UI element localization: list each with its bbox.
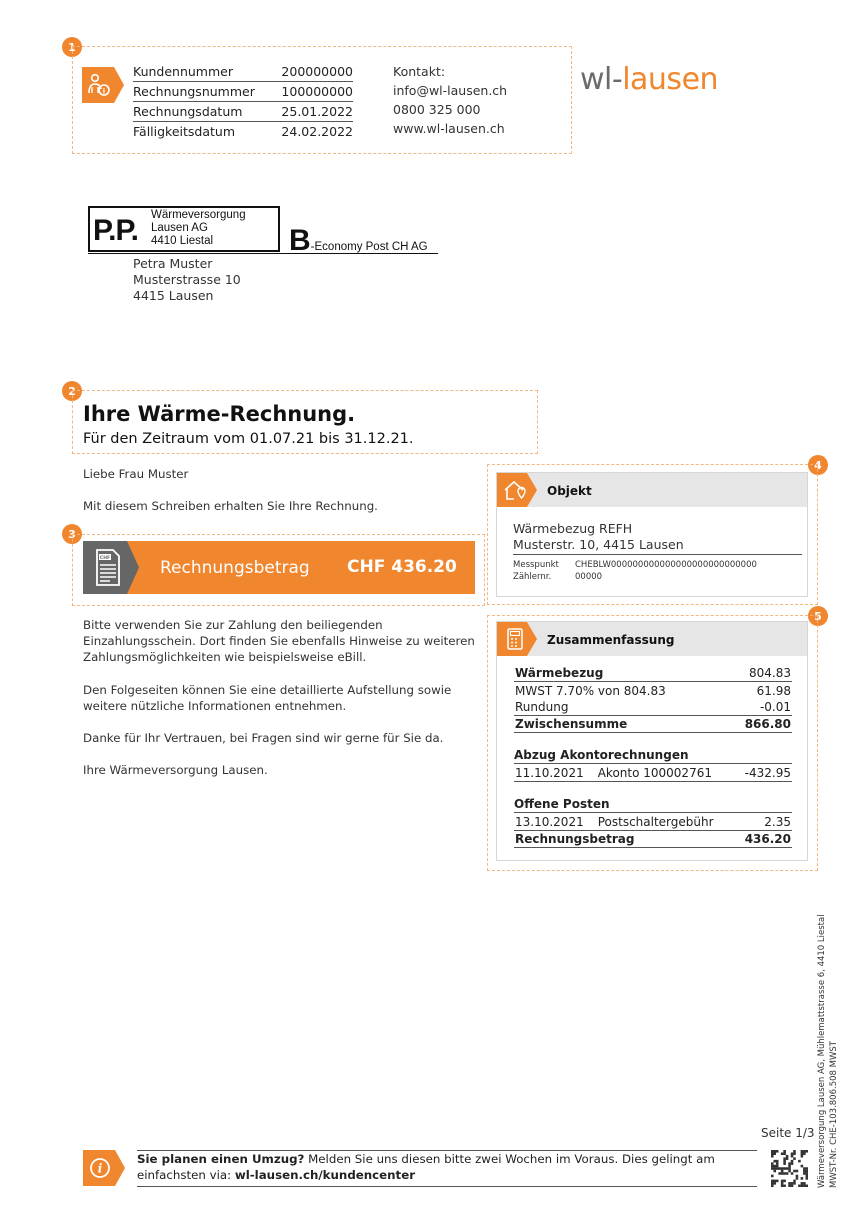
- recipient-name: Petra Muster: [133, 256, 213, 271]
- letter-intro: Mit diesem Schreiben erhalten Sie Ihre Rechnung.: [83, 499, 378, 513]
- amount-value: CHF 436.20: [347, 557, 457, 577]
- letter-line: Einzahlungsschein. Dort finden Sie ebenfalls Hinweise zu weiteren: [83, 634, 475, 648]
- footer-text: einfachsten via:: [137, 1168, 235, 1182]
- letter-line: Bitte verwenden Sie zur Zahlung den beiliegenden: [83, 618, 383, 632]
- pp-mark: P.P.: [93, 214, 138, 247]
- page-number: Seite 1/3: [761, 1126, 815, 1140]
- objekt-name: Wärmebezug REFH: [513, 521, 633, 536]
- billing-period: Für den Zeitraum vom 01.07.21 bis 31.12.21.: [83, 431, 414, 447]
- row-value: -0.01: [759, 700, 791, 714]
- summary-panel-header: [497, 622, 807, 656]
- contact-label: Kontakt:: [393, 64, 446, 79]
- calculator-icon: [497, 622, 537, 656]
- meta-row-rechnungsdatum: [133, 103, 353, 122]
- row-label: Wärmebezug: [515, 666, 604, 680]
- recipient-street: Musterstrasse 10: [133, 272, 241, 287]
- meta-label: Rechnungsnummer: [133, 84, 255, 99]
- objekt-panel: [496, 472, 808, 597]
- letter-paragraph-payment: [83, 617, 475, 665]
- messpunkt-label: Messpunkt: [513, 560, 559, 570]
- row-date: 13.10.2021: [515, 815, 584, 829]
- contact-website[interactable]: www.wl-lausen.ch: [393, 121, 505, 136]
- pp-sender: [151, 209, 246, 248]
- messpunkt-value: CHEBLW000000000000000000000000000: [575, 560, 757, 570]
- row-label: MWST 7.70% von 804.83: [515, 684, 666, 698]
- b-mark: B: [289, 224, 311, 257]
- page-title: Ihre Wärme-Rechnung.: [83, 402, 356, 426]
- meta-label: Fälligkeitsdatum: [133, 124, 236, 139]
- row-value: -432.95: [744, 766, 791, 780]
- section-badge-4: 4: [808, 455, 828, 475]
- objekt-meter-values: [575, 559, 757, 583]
- section-badge-2: 2: [62, 381, 82, 401]
- summary-row-waermebezug: [514, 666, 792, 682]
- contact-email[interactable]: info@wl-lausen.ch: [393, 83, 508, 98]
- summary-content: [514, 666, 792, 848]
- vat-number-line: MWST-Nr. CHE-103.806.508 MWST: [829, 1041, 839, 1188]
- company-address-line: Wärmeversorgung Lausen AG, Mühlemattstrasse 6, 4410 Liestal: [817, 914, 827, 1188]
- recipient-address: [133, 256, 241, 304]
- summary-panel: [496, 621, 808, 861]
- meta-label: Rechnungsdatum: [133, 104, 243, 119]
- recipient-city: 4415 Lausen: [133, 288, 214, 303]
- row-label: Zwischensumme: [515, 717, 628, 731]
- row-value: 61.98: [756, 684, 791, 698]
- offen-title: Offene Posten: [514, 797, 792, 813]
- row-label: Rechnungsbetrag: [515, 832, 635, 846]
- letter-signature: Ihre Wärmeversorgung Lausen.: [83, 763, 268, 777]
- meta-value: 24.02.2022: [281, 124, 353, 139]
- pp-sender-line: Wärmeversorgung: [151, 209, 246, 221]
- row-value: 866.80: [744, 717, 791, 731]
- company-logo: [580, 62, 718, 97]
- house-location-icon: [497, 473, 537, 507]
- objekt-address: Musterstr. 10, 4415 Lausen: [513, 537, 802, 555]
- footer-bold: Sie planen einen Umzug?: [137, 1152, 305, 1166]
- contact-block: [393, 62, 507, 138]
- objekt-title: Objekt: [547, 484, 592, 498]
- footer-notice: [137, 1151, 715, 1183]
- pp-sender-line: 4410 Liestal: [151, 235, 214, 247]
- letter-paragraph-details: [83, 682, 451, 714]
- qr-code: [771, 1150, 808, 1187]
- logo-name: lausen: [622, 62, 719, 97]
- invoice-document-icon: [83, 541, 139, 594]
- row-date: 11.10.2021: [515, 766, 584, 780]
- letter-line: Zahlungsmöglichkeiten wie beispielsweise eBill.: [83, 650, 367, 664]
- zaehler-label: Zählernr.: [513, 572, 552, 582]
- row-value: 804.83: [749, 666, 791, 680]
- info-icon: [83, 1150, 125, 1186]
- objekt-panel-header: [497, 473, 807, 507]
- objekt-meter-labels: [513, 559, 559, 583]
- summary-row-offen: [514, 815, 792, 831]
- meta-row-faelligkeitsdatum: [133, 123, 353, 141]
- invoice-meta: [133, 63, 353, 141]
- customer-icon: [82, 67, 124, 103]
- summary-row-mwst: [514, 684, 792, 699]
- letter-paragraph-thanks: Danke für Ihr Vertrauen, bei Fragen sind wir gerne für Sie da.: [83, 731, 444, 745]
- meta-label: Kundennummer: [133, 64, 233, 79]
- summary-row-akonto: [514, 766, 792, 782]
- postal-rule: [88, 253, 438, 254]
- footer-text: Melden Sie uns diesen bitte zwei Wochen im Voraus. Dies gelingt am: [304, 1152, 715, 1166]
- akonto-title: Abzug Akontorechnungen: [514, 748, 792, 764]
- meta-row-rechnungsnummer: [133, 83, 353, 102]
- letter-line: Den Folgeseiten können Sie eine detaillierte Aufstellung sowie: [83, 683, 452, 697]
- amount-label: Rechnungsbetrag: [160, 558, 310, 578]
- section-badge-1: 1: [62, 37, 82, 57]
- amount-banner: [83, 541, 475, 594]
- zaehler-value: 00000: [575, 572, 603, 582]
- summary-row-zwischensumme: [514, 717, 792, 733]
- company-legal-info: [816, 914, 840, 1188]
- kundencenter-link[interactable]: wl-lausen.ch/kundencenter: [234, 1168, 416, 1182]
- row-value: 436.20: [744, 832, 791, 846]
- pp-sender-line: Lausen AG: [151, 222, 208, 234]
- letter-greeting: Liebe Frau Muster: [83, 467, 189, 481]
- meta-row-kundennummer: [133, 63, 353, 82]
- economy-text: -Economy Post CH AG: [310, 241, 428, 253]
- contact-phone[interactable]: 0800 325 000: [393, 102, 481, 117]
- meta-value: 100000000: [281, 84, 353, 99]
- chf-icon-label: CHF: [99, 556, 111, 561]
- meta-value: 25.01.2022: [281, 104, 353, 119]
- section-badge-5: 5: [808, 606, 828, 626]
- row-desc: Akonto 100002761: [597, 766, 712, 780]
- summary-row-total: [514, 832, 792, 848]
- pp-stamp: [88, 206, 280, 252]
- meta-value: 200000000: [281, 64, 353, 79]
- section-badge-3: 3: [62, 524, 82, 544]
- svg-text:i: i: [97, 1161, 103, 1176]
- row-label: Rundung: [515, 700, 569, 714]
- summary-row-rundung: [514, 700, 792, 716]
- row-desc: Postschaltergebühr: [597, 815, 714, 829]
- logo-prefix: wl-: [580, 62, 623, 97]
- row-value: 2.35: [764, 815, 791, 829]
- footer-rule-bottom: [137, 1186, 757, 1187]
- summary-title: Zusammenfassung: [547, 633, 675, 647]
- svg-text:i: i: [102, 87, 106, 96]
- letter-line: weitere nützliche Informationen entnehmen.: [83, 699, 347, 713]
